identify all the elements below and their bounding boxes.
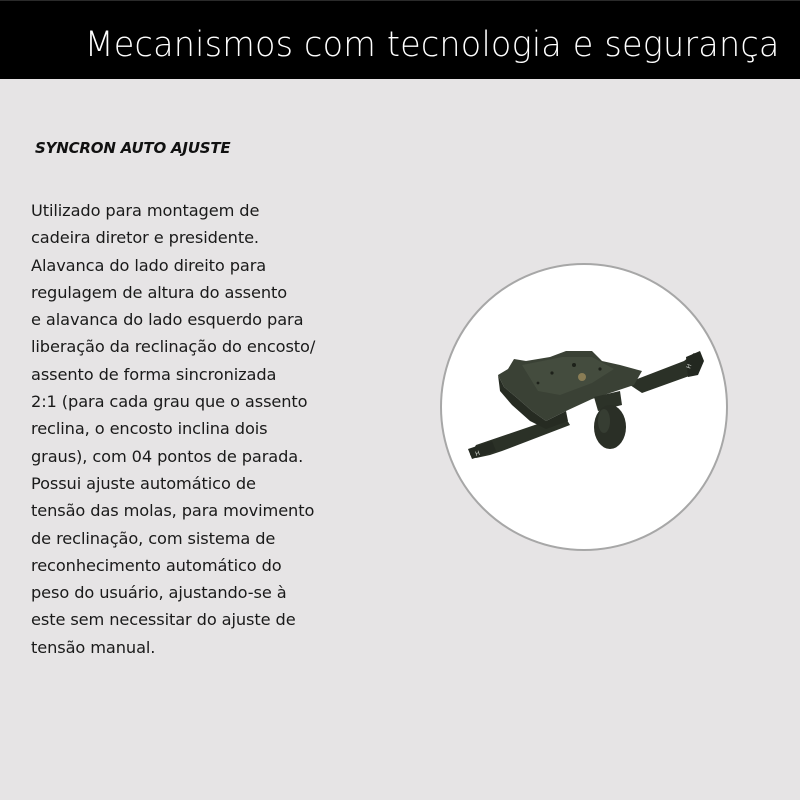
page-title: Mecanismos com tecnologia e segurança <box>85 25 780 65</box>
description-line: reclina, o encosto inclina dois <box>31 419 268 439</box>
description-line: reconhecimento automático do <box>31 555 282 575</box>
description-line: este sem necessitar do ajuste de <box>31 610 296 630</box>
description-line: 2:1 (para cada grau que o assento <box>31 392 308 412</box>
product-name: SYNCRON AUTO AJUSTE <box>35 139 231 157</box>
description-line: graus), com 04 pontos de parada. <box>31 446 304 466</box>
description-line: e alavanca do lado esquerdo para <box>31 310 304 330</box>
product-description <box>31 197 371 661</box>
svg-text:H: H <box>474 449 481 458</box>
description-line: tensão manual. <box>31 637 156 657</box>
product-image <box>440 263 728 551</box>
svg-text:H: H <box>685 363 694 370</box>
description-line: cadeira diretor e presidente. <box>31 228 259 248</box>
chair-mechanism-illustration <box>442 265 728 551</box>
description-line: tensão das molas, para movimento <box>31 501 315 521</box>
header-banner <box>0 0 800 79</box>
description-line: Utilizado para montagem de <box>31 201 260 220</box>
description-line: assento de forma sincronizada <box>31 364 277 384</box>
description-line: Alavanca do lado direito para <box>31 255 267 275</box>
description-line: de reclinação, com sistema de <box>31 528 276 548</box>
description-line: liberação da reclinação do encosto/ <box>31 337 316 357</box>
description-line: Possui ajuste automático de <box>31 473 256 493</box>
description-line: peso do usuário, ajustando-se à <box>31 583 287 603</box>
description-line: regulagem de altura do assento <box>31 282 288 302</box>
